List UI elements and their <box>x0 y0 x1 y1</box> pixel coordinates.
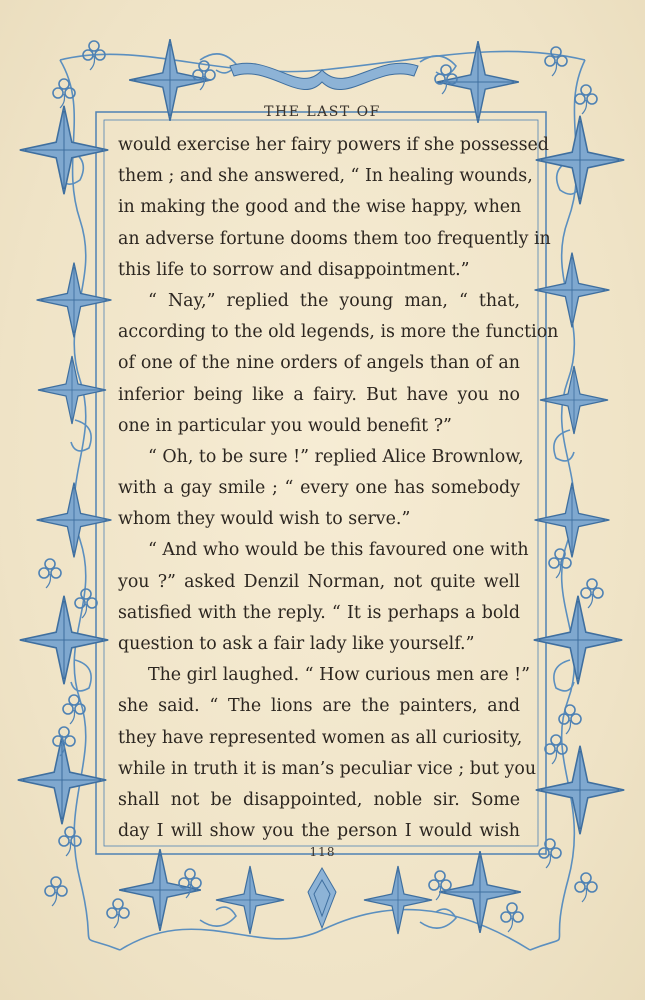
text-line: in making the good and the wise happy, when <box>118 197 522 218</box>
text-line: shall not be disappointed, noble sir. Some <box>118 789 520 810</box>
text-line: “ Nay,” replied the young man, “ that, <box>148 290 520 311</box>
text-line: The girl laughed. “ How curious men are !” <box>148 665 530 686</box>
text-line: of one of the nine orders of angels than of an <box>118 353 520 374</box>
bottom-knot <box>308 868 336 928</box>
running-head: THE LAST OF <box>264 104 381 120</box>
text-line: “ Oh, to be sure !” replied Alice Brownlow, <box>148 446 524 467</box>
text-line: an adverse fortune dooms them too frequently in <box>118 228 551 249</box>
text-line: she said. “ The lions are the painters, and <box>118 696 520 717</box>
body-text <box>118 130 559 847</box>
top-ribbon <box>230 63 418 89</box>
text-line: with a gay smile ; “ every one has somebody <box>118 478 520 499</box>
text-line: would exercise her fairy powers if she possessed <box>118 135 549 155</box>
text-line: inferior being like a fairy. But have you no <box>118 384 520 405</box>
text-line: satisfied with the reply. “ It is perhaps a bold <box>118 602 520 623</box>
text-line: one in particular you would benefit ?” <box>118 415 452 436</box>
text-line: whom they would wish to serve.” <box>118 509 411 530</box>
page-number: 118 <box>309 845 336 859</box>
text-line: you ?” asked Denzil Norman, not quite well <box>118 571 520 592</box>
text-line: them ; and she answered, “ In healing wounds, <box>118 166 533 187</box>
text-line: “ And who would be this favoured one with <box>148 540 529 561</box>
text-line: this life to sorrow and disappointment.” <box>118 259 470 280</box>
text-line: day I will show you the person I would wish <box>118 821 520 842</box>
text-line: while in truth it is man’s peculiar vice ; but you <box>118 758 537 779</box>
text-line: they have represented women as all curiosity, <box>118 727 523 748</box>
text-line: question to ask a fair lady like yourself.” <box>118 634 475 654</box>
text-line: according to the old legends, is more the function <box>118 322 559 343</box>
